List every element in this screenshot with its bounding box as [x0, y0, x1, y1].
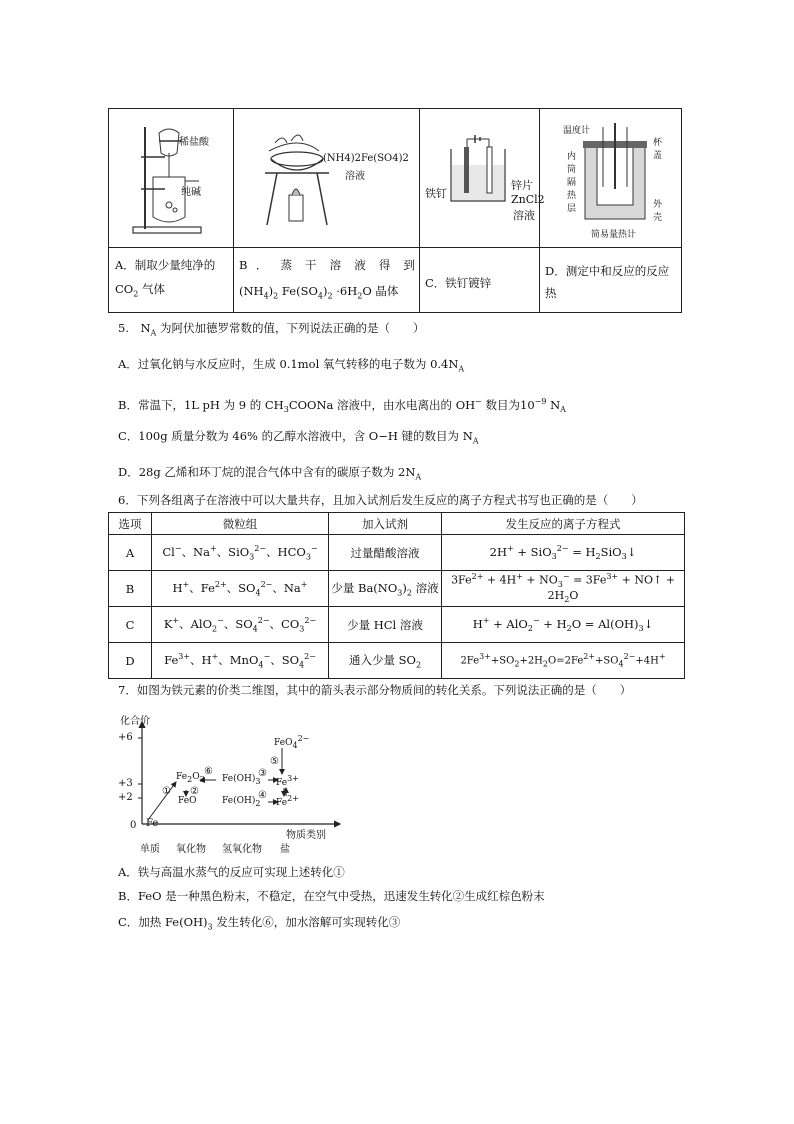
- ytick: +3: [118, 778, 133, 789]
- chart-ylabel: 化合价: [120, 716, 150, 727]
- label-calorimeter: 简易量热计: [591, 230, 637, 240]
- row-label: C: [109, 607, 152, 643]
- species-feoh2: $Fe(OH)_2$: [222, 796, 261, 808]
- table-row: [109, 571, 685, 607]
- caption-d-line1: D．测定中和反应的反应: [545, 264, 670, 278]
- label-insulation: 隔热层: [567, 178, 577, 214]
- species-fe2o3: $Fe_2O_3$: [176, 772, 205, 784]
- header-option: 选项: [109, 513, 152, 535]
- step-1: ①: [162, 786, 171, 797]
- xcat: 氢氧化物: [222, 844, 262, 855]
- ytick: 0: [130, 820, 137, 831]
- apparatus-table: [108, 108, 682, 313]
- caption-b-line1: B ． 蒸 干 溶 液 得 到: [239, 258, 415, 272]
- q5-option-d: D．28g 乙烯和环丁烷的混合气体中含有的碳原子数为 $2N_A$: [118, 465, 422, 482]
- label-lid: 杯盖: [653, 138, 663, 161]
- particle-group: $Fe^{3+}$、H+、MnO$_4$−、$SO_4^{2-}$: [152, 643, 329, 679]
- xcat: 氧化物: [176, 844, 206, 855]
- reagent: 通入少量 $SO_2$: [329, 643, 442, 679]
- table-row: [109, 643, 685, 679]
- species-feoh3: $Fe(OH)_3$: [222, 774, 261, 786]
- q7-option-b: B．FeO 是一种黑色粉末，不稳定，在空气中受热，迅速发生转化②生成红棕色粉末: [118, 889, 545, 903]
- ytick: +6: [118, 732, 133, 743]
- ion-table-header: [109, 513, 685, 535]
- species-ferrate: FeO$_4^{2-}$: [274, 734, 310, 750]
- species-fe3plus: $Fe^{3+}$: [276, 774, 299, 788]
- electroplating-figure: [445, 135, 515, 215]
- q5-option-c: C．100g 质量分数为 46% 的乙醇水溶液中，含 O−H 键的数目为 $N_A$: [118, 429, 479, 446]
- caption-b-line2: $(NH_4)_2$ $Fe(SO_4)_2 \cdot 6H_2O$ 晶体: [239, 284, 399, 301]
- reagent: 少量 HCl 溶液: [329, 607, 442, 643]
- q5-option-b: B．常温下，1L pH 为 9 的 $CH_3COONa$ 溶液中，由水电离出的 OH− 数目为$10^{-9}$ $N_A$: [118, 397, 566, 415]
- label-zinc-plate: 锌片: [511, 179, 533, 192]
- particle-group: H+、$Fe^{2+}$、$SO_4^{2-}$、Na+: [152, 571, 329, 607]
- species-fe: Fe: [146, 818, 159, 829]
- label-iron-nail: 铁钉: [425, 187, 447, 200]
- caption-c: C．铁钉镀锌: [425, 276, 492, 290]
- label-fe-salt-solution: 溶液: [345, 171, 365, 182]
- particle-group: Cl−、Na+、SiO$_3^{2-}$、$HCO_3^-$: [152, 535, 329, 571]
- caption-d-line2: 热: [545, 286, 557, 300]
- label-inner-cup: 内筒: [567, 152, 577, 175]
- q7-stem: 7．如图为铁元素的价类二维图，其中的箭头表示部分物质间的转化关系。下列说法正确的是（ ）: [118, 683, 632, 697]
- equation: $H^+ + AlO_2^- + H_2O$ = $Al(OH)_3↓$: [442, 607, 685, 643]
- header-reagent: 加入试剂: [329, 513, 442, 535]
- chart-xlabel: 物质类别: [286, 830, 326, 841]
- species-fe2plus: $Fe^{2+}$: [276, 794, 299, 808]
- equation: $3Fe^{2+} + 4H^+ + NO_3^- = 3Fe^{3+}$ + NO↑ + $2H_2O$: [442, 571, 685, 607]
- table-row: [109, 535, 685, 571]
- q7-option-c: C．加热 $Fe(OH)_3$ 发生转化⑥，加水溶解可实现转化③: [118, 915, 401, 932]
- caption-a-line1: A．制取少量纯净的: [115, 258, 216, 272]
- equation: $2Fe^{3+}+SO_2+2H_2O=2Fe^{2+}+SO_4^{2-}+4H^+$: [442, 643, 685, 679]
- row-label: D: [109, 643, 152, 679]
- header-particles: 微粒组: [152, 513, 329, 535]
- step-3: ③: [258, 768, 267, 779]
- label-fe-salt: (NH4)2Fe(SO4)2: [323, 153, 409, 164]
- apparatus-divider: [109, 247, 681, 248]
- co2-generator-figure: [119, 117, 229, 242]
- reagent: 少量 $Ba(NO_3)_2$ 溶液: [329, 571, 442, 607]
- caption-a-line2: $CO_2$ 气体: [115, 282, 165, 299]
- equation: $2H^+ + SiO_3^{2-} = H_2SiO_3↓$: [442, 535, 685, 571]
- label-zncl2-solution: 溶液: [513, 209, 535, 222]
- row-label: B: [109, 571, 152, 607]
- label-thermometer: 温度计: [563, 126, 591, 136]
- label-dilute-hcl: 稀盐酸: [179, 137, 209, 148]
- label-soda: 纯碱: [181, 187, 201, 198]
- ion-table: [108, 512, 685, 679]
- row-label: A: [109, 535, 152, 571]
- step-4: ④: [258, 790, 267, 801]
- reagent: 过量醋酸溶液: [329, 535, 442, 571]
- calorimeter-figure: [579, 123, 649, 235]
- ytick: +2: [118, 792, 133, 803]
- label-zncl2: ZnCl2: [511, 193, 545, 206]
- q6-stem: 6．下列各组离子在溶液中可以大量共存，且加入试剂后发生反应的离子方程式书写也正确的是（ ）: [118, 493, 643, 507]
- step-5: ⑤: [270, 756, 279, 767]
- header-equation: 发生反应的离子方程式: [442, 513, 685, 535]
- xcat: 盐: [280, 844, 290, 855]
- label-outer-shell: 外壳: [653, 200, 663, 223]
- step-6: ⑥: [204, 766, 213, 777]
- q5-option-a: A．过氧化钠与水反应时，生成 0.1mol 氧气转移的电子数为 $0.4N_A$: [118, 357, 465, 374]
- species-feo: FeO: [178, 796, 197, 806]
- evaporating-dish-figure: [259, 129, 339, 239]
- q7-option-a: A．铁与高温水蒸气的反应可实现上述转化①: [118, 865, 345, 879]
- q5-stem: 5. $N_A$ 为阿伏加德罗常数的值，下列说法正确的是（ ）: [118, 321, 425, 338]
- particle-group: K+、AlO$_2$−、$SO_4^{2-}$、$CO_3^{2-}$: [152, 607, 329, 643]
- step-2: ②: [190, 786, 199, 797]
- xcat: 单质: [140, 844, 160, 855]
- table-row: [109, 607, 685, 643]
